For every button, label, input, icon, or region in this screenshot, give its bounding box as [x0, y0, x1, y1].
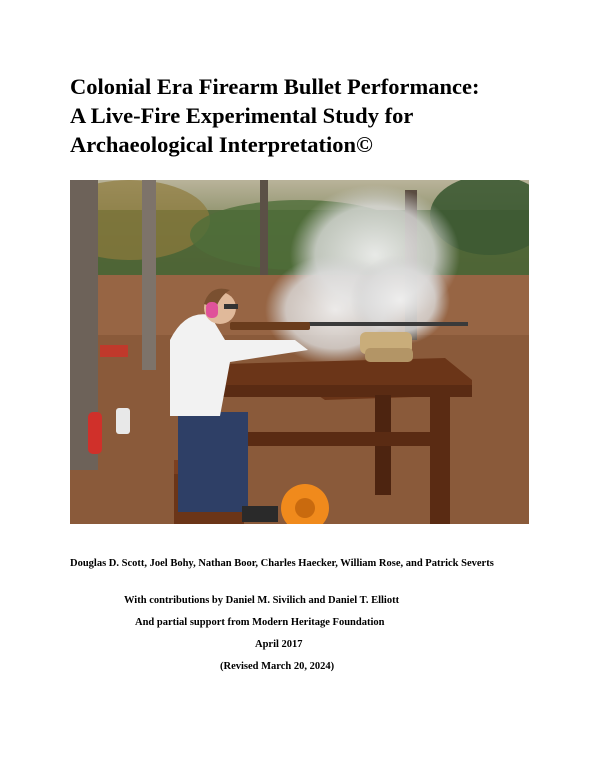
- camp-chair: [100, 345, 128, 357]
- title-line-1: Colonial Era Firearm Bullet Performance:: [70, 74, 480, 99]
- contributions: With contributions by Daniel M. Sivilich and Daniel T. Elliott: [124, 595, 400, 606]
- support-credit: And partial support from Modern Heritage Foundation: [135, 617, 385, 628]
- title-line-2: A Live-Fire Experimental Study for: [70, 103, 414, 128]
- bench-edge: [185, 385, 472, 397]
- shooter-legs: [178, 412, 248, 512]
- publication-date: April 2017: [255, 639, 303, 650]
- sandbag-lower: [365, 348, 413, 362]
- smoke-plume-mid: [350, 255, 450, 345]
- fire-extinguisher: [88, 412, 102, 454]
- report-title: [70, 72, 550, 159]
- cover-photo: [70, 180, 529, 524]
- water-jug: [116, 408, 130, 434]
- shooter-boot: [242, 506, 278, 522]
- shooting-glasses: [224, 304, 238, 309]
- cord-reel-hub: [295, 498, 315, 518]
- title-line-3: Archaeological Interpretation©: [70, 132, 373, 157]
- rifle-stock: [230, 322, 310, 330]
- revision-date: (Revised March 20, 2024): [220, 661, 335, 672]
- earmuffs: [206, 302, 218, 318]
- bench-leg-right: [430, 395, 450, 524]
- tree-trunk-far: [260, 180, 268, 275]
- tree-trunk-mid: [142, 180, 156, 370]
- authors: Douglas D. Scott, Joel Bohy, Nathan Boor, Charles Haecker, William Rose, and Patrick Severts: [70, 558, 494, 569]
